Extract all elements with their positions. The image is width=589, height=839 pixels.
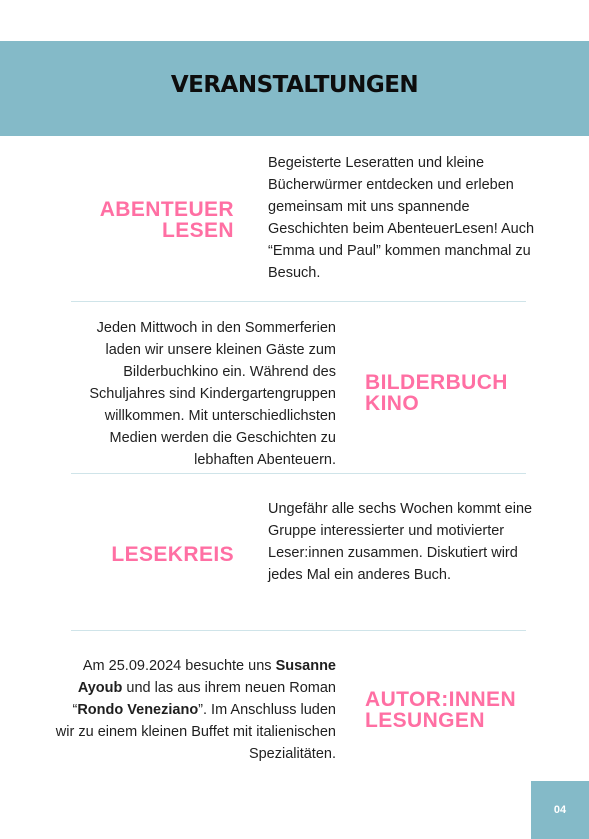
description-text: Am 25.09.2024 besuchte uns [82, 658, 276, 674]
event-title-line: LESUNGEN [365, 709, 485, 732]
event-title-line: BILDERBUCH [365, 371, 508, 394]
event-title-line: ABENTEUER [99, 198, 234, 221]
divider [71, 473, 526, 474]
event-title-line: AUTOR:INNEN [365, 688, 517, 711]
page-title: VERANSTALTUNGEN [170, 72, 419, 98]
event-title-line: KINO [365, 392, 420, 415]
event-description-autorinnen-lesungen [55, 655, 336, 765]
divider [71, 630, 526, 631]
event-title-lesekreis: LESEKREIS [111, 543, 234, 566]
author-name: Susanne Ayoub [77, 658, 336, 696]
event-description-bilderbuchkino: Jeden Mittwoch in den Sommerferien laden wir unsere kleinen Gäste zum Bilderbuchkino ein. Während des Schuljahres sind Kindergartengruppen willkommen. Mit unterschiedlichsten Medien werden die Geschichten zu lebhaften Abenteuern. [89, 320, 336, 468]
event-description-lesekreis: Ungefähr alle sechs Wochen kommt eine Gruppe interessierter und motivierter Leser:innen zusammen. Diskutiert wird jedes Mal ein anderes Buch. [268, 501, 533, 583]
event-title-line: LESEN [161, 219, 234, 242]
header-banner [0, 41, 589, 136]
description-text: ”. Im Anschluss luden wir zu einem kleinen Buffet mit italienischen Spezialitäten. [55, 702, 336, 762]
event-description-abenteuer-lesen: Begeisterte Leseratten und kleine Bücherwürmer entdecken und erleben gemeinsam mit uns spannende Geschichten beim AbenteuerLesen! Auch “Emma und Paul” kommen manchmal zu Besuch. [268, 155, 535, 281]
page-number: 04 [553, 804, 567, 816]
event-title-autorinnen-lesungen [365, 689, 575, 731]
event-title-abenteuer-lesen [60, 199, 234, 241]
divider [71, 301, 526, 302]
page-number-badge [531, 781, 589, 839]
book-title: Rondo Veneziano [77, 702, 199, 718]
description-text: und las aus ihrem neuen Roman “ [72, 680, 336, 718]
event-title-bilderbuchkino [365, 372, 565, 414]
